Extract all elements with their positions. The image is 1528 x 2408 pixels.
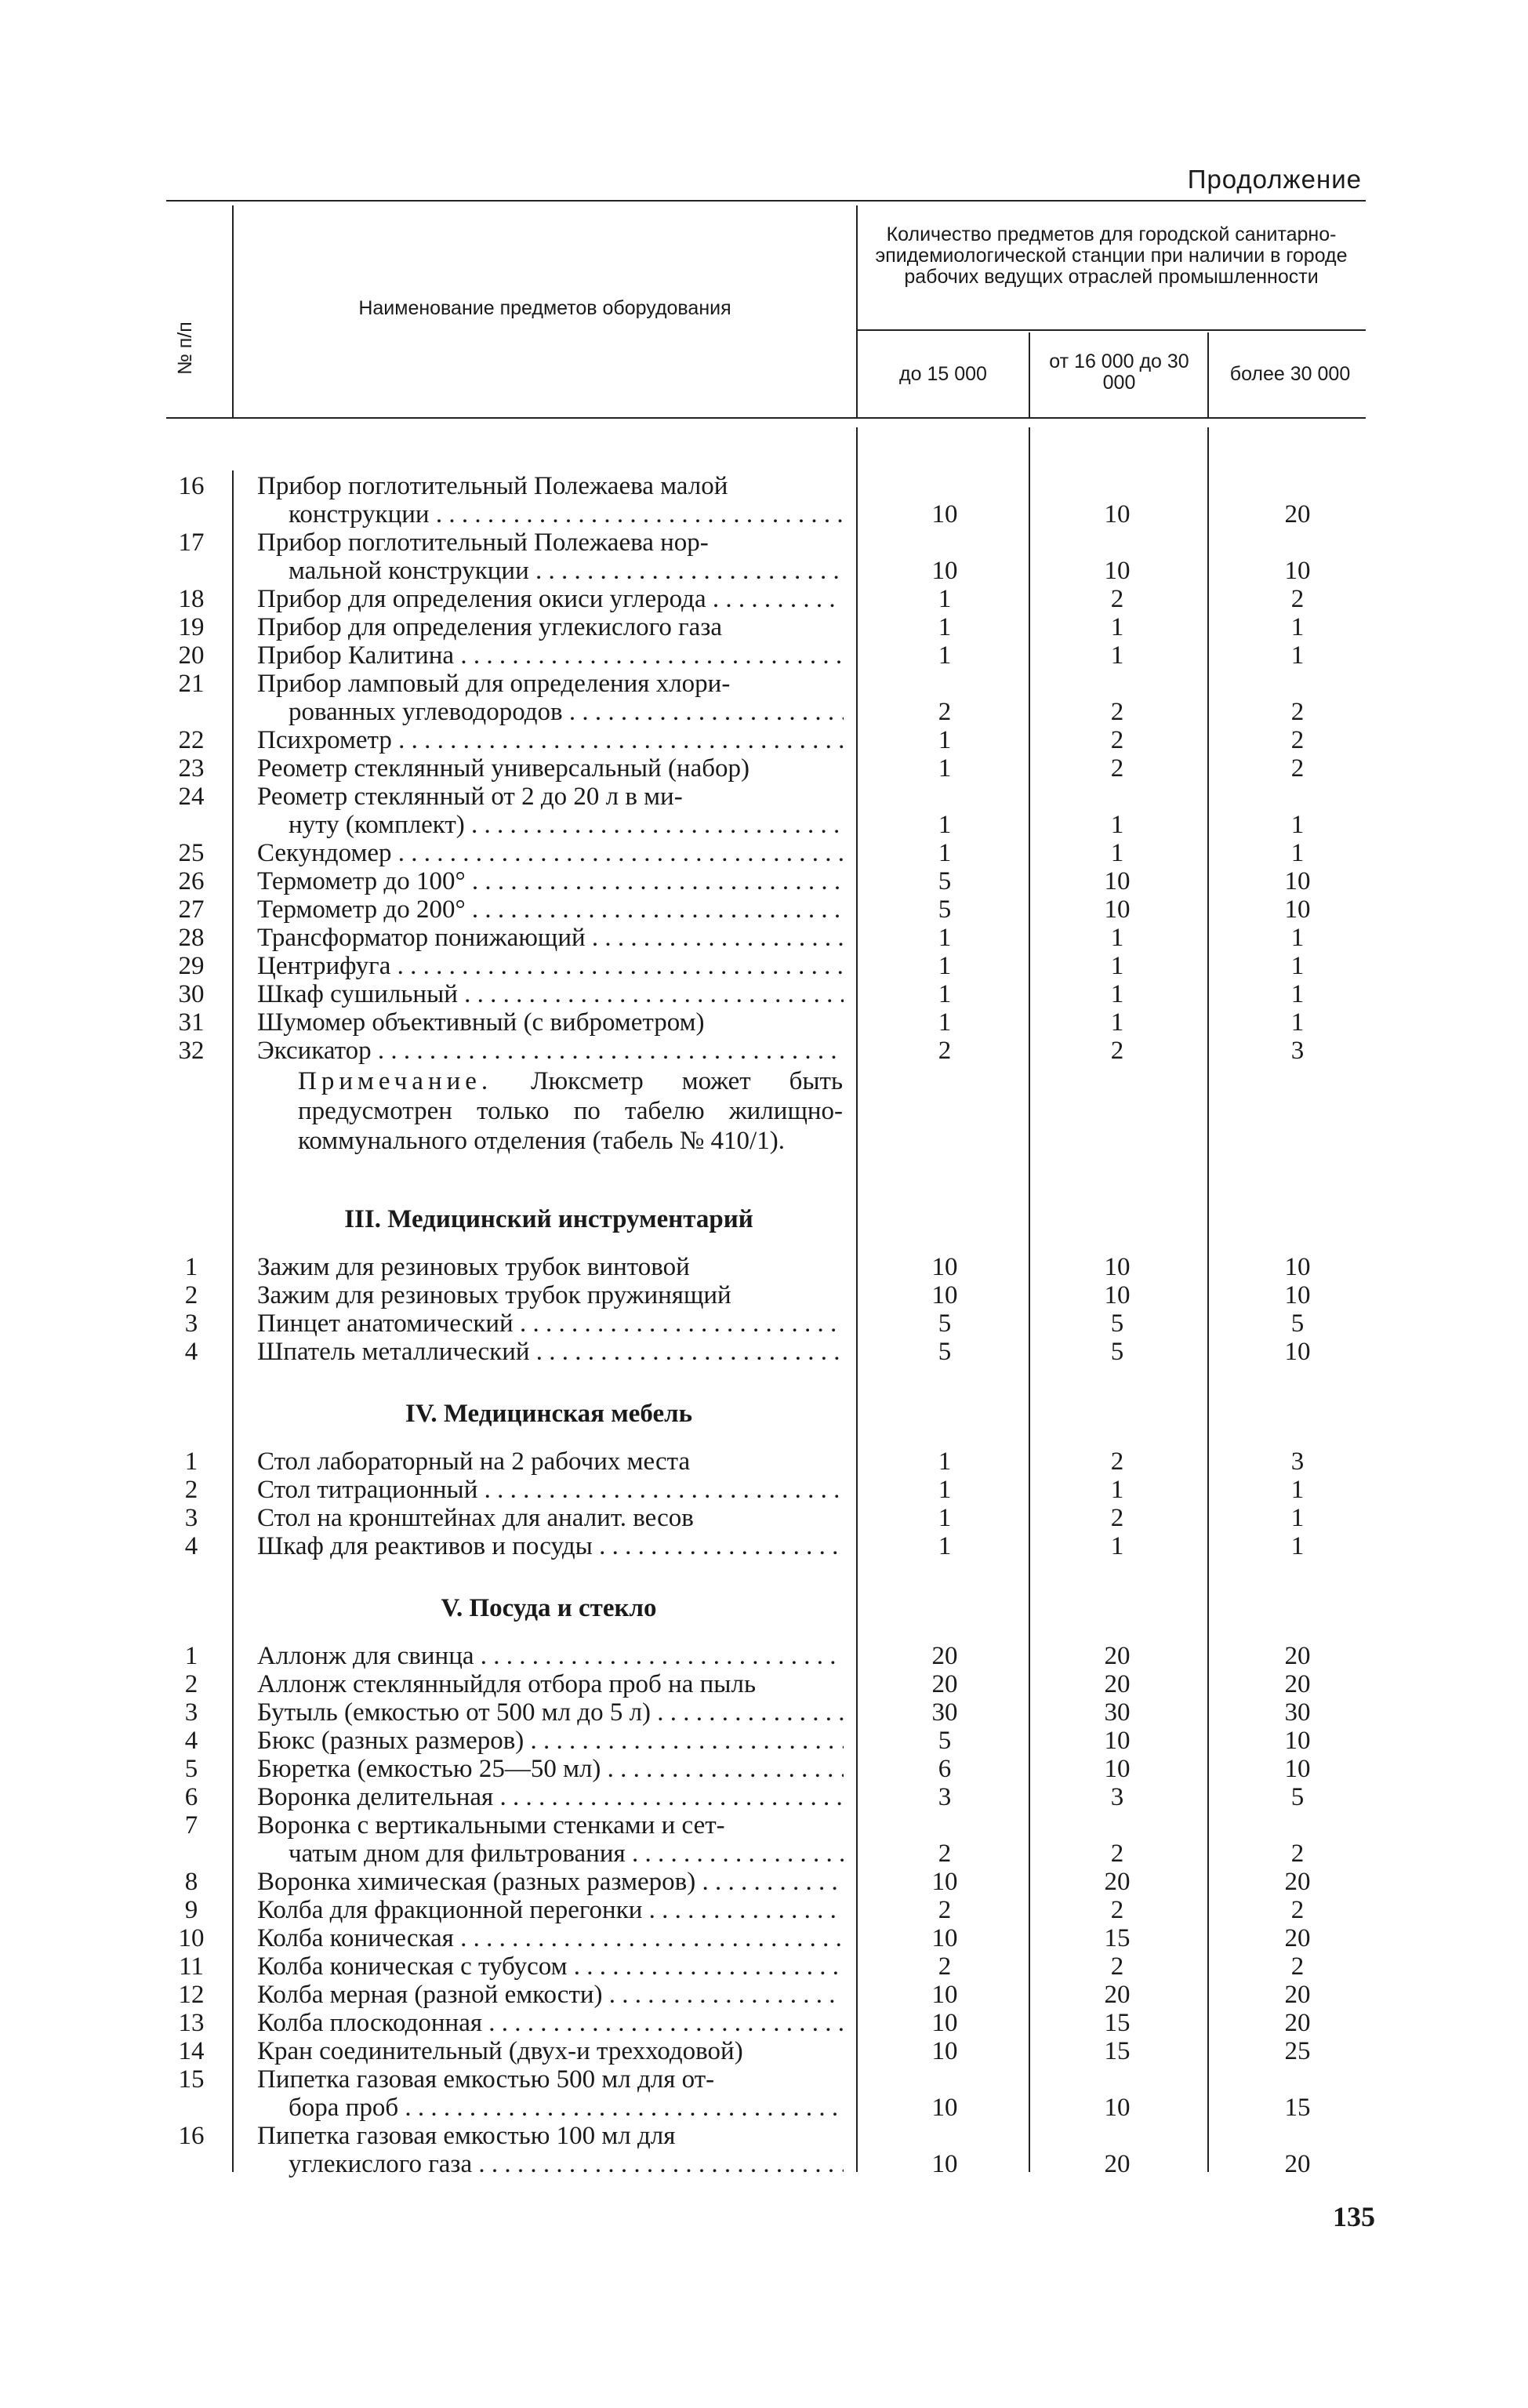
- item-name-cont: бора проб . . .: [289, 2094, 844, 2122]
- qty-upto-15000: 1: [938, 1008, 952, 1037]
- qty-upto-15000: 10: [931, 2094, 958, 2122]
- qty-16000-30000: 1: [1110, 811, 1124, 839]
- qty-upto-15000: 1: [938, 811, 952, 839]
- qty-over-30000: 2: [1290, 726, 1305, 754]
- qty-16000-30000: 2: [1110, 754, 1124, 783]
- qty-upto-15000: 5: [938, 895, 952, 924]
- item-name: Зажим для резиновых трубок винтовой: [257, 1253, 690, 1281]
- item-name: Бюретка (емкостью 25—50 мл) . . .: [257, 1755, 844, 1783]
- item-name: Колба коническая с тубусом . . .: [257, 1952, 844, 1981]
- section-title-glassware: V. Посуда и стекло: [441, 1594, 657, 1622]
- qty-upto-15000: 10: [931, 2037, 958, 2065]
- item-name: Воронка химическая (разных размеров) . . .: [257, 1868, 844, 1896]
- qty-upto-15000: 10: [931, 557, 958, 585]
- qty-over-30000: 20: [1284, 2009, 1311, 2037]
- qty-over-30000: 1: [1290, 1504, 1305, 1532]
- qty-upto-15000: 5: [938, 1338, 952, 1366]
- item-name: Прибор для определения углекислого газа: [257, 613, 723, 641]
- note-label: Примечание.: [298, 1067, 493, 1095]
- note-block: [298, 1066, 843, 1156]
- row-number: 4: [184, 1338, 198, 1366]
- item-name: Колба плоскодонная . . .: [257, 2009, 844, 2037]
- item-name-cont: углекислого газа . . .: [289, 2150, 844, 2178]
- qty-16000-30000: 1: [1110, 952, 1124, 980]
- qty-upto-15000: 20: [931, 1642, 958, 1670]
- qty-over-30000: 1: [1290, 811, 1305, 839]
- item-name: Прибор для определения окиси углерода . . .: [257, 585, 844, 613]
- item-name: Колба мерная (разной емкости) . . .: [257, 1981, 844, 2009]
- qty-upto-15000: 1: [938, 980, 952, 1008]
- item-name: Бюкс (разных размеров) . . .: [257, 1727, 844, 1755]
- qty-16000-30000: 2: [1110, 1037, 1124, 1065]
- qty-upto-15000: 30: [931, 1698, 958, 1727]
- item-name: Стол титрационный . . .: [257, 1476, 844, 1504]
- section-title-instruments: III. Медицинский инструментарий: [344, 1205, 753, 1233]
- qty-upto-15000: 1: [938, 726, 952, 754]
- item-name: Термометр до 100° . . .: [257, 867, 844, 895]
- qty-upto-15000: 1: [938, 754, 952, 783]
- qty-16000-30000: 2: [1110, 726, 1124, 754]
- qty-over-30000: 30: [1284, 1698, 1311, 1727]
- qty-upto-15000: 1: [938, 952, 952, 980]
- column-header-name: Наименование предметов оборудования: [358, 297, 731, 319]
- body-divider-c: [1207, 427, 1209, 2172]
- qty-over-30000: 20: [1284, 2150, 1311, 2178]
- column-header-16000-30000: от 16 000 до 30 000: [1049, 350, 1189, 394]
- row-number: 6: [184, 1783, 198, 1811]
- item-name: Воронка с вертикальными стенками и сет-: [257, 1811, 725, 1840]
- header-divider-c: [1207, 332, 1209, 417]
- qty-over-30000: 1: [1290, 839, 1305, 867]
- row-number: 26: [178, 867, 205, 895]
- qty-16000-30000: 20: [1104, 1981, 1131, 2009]
- qty-over-30000: 20: [1284, 1670, 1311, 1698]
- qty-over-30000: 5: [1290, 1783, 1305, 1811]
- item-name-cont: мальной конструкции . . .: [289, 557, 844, 585]
- qty-16000-30000: 10: [1104, 500, 1131, 528]
- row-number: 25: [178, 839, 205, 867]
- qty-upto-15000: 1: [938, 839, 952, 867]
- qty-over-30000: 10: [1284, 1338, 1311, 1366]
- qty-16000-30000: 2: [1110, 1952, 1124, 1981]
- qty-upto-15000: 5: [938, 867, 952, 895]
- qty-upto-15000: 1: [938, 585, 952, 613]
- qty-over-30000: 2: [1290, 1840, 1305, 1868]
- row-number: 1: [184, 1447, 198, 1476]
- note-text: Люксметр может быть предусмотрен только по табелю жилищно-коммунального отделения (табель № 410/1).: [298, 1067, 843, 1155]
- item-name-cont: нуту (комплект) . . .: [289, 811, 844, 839]
- row-number: 9: [184, 1896, 198, 1924]
- qty-16000-30000: 2: [1110, 1504, 1124, 1532]
- qty-16000-30000: 2: [1110, 1447, 1124, 1476]
- qty-16000-30000: 15: [1104, 2009, 1131, 2037]
- qty-over-30000: 1: [1290, 641, 1305, 670]
- item-name: Аллонж стеклянныйдля отбора проб на пыль: [257, 1670, 756, 1698]
- column-header-quantity: Количество предметов для городской санитарно-эпидемиологической станции при наличии в городе рабочих ведущих отраслей промышленности: [875, 223, 1348, 288]
- item-name: Термометр до 200° . . .: [257, 895, 844, 924]
- row-number: 5: [184, 1755, 198, 1783]
- body-divider-num: [232, 470, 234, 2172]
- qty-16000-30000: 20: [1104, 1670, 1131, 1698]
- item-name: Колба коническая . . .: [257, 1924, 844, 1952]
- qty-over-30000: 10: [1284, 1727, 1311, 1755]
- row-number: 16: [178, 472, 205, 500]
- item-name: Прибор поглотительный Полежаева нор-: [257, 528, 709, 557]
- qty-16000-30000: 1: [1110, 1532, 1124, 1560]
- row-number: 2: [184, 1281, 198, 1309]
- row-number: 16: [178, 2122, 205, 2150]
- qty-upto-15000: 1: [938, 1504, 952, 1532]
- qty-over-30000: 1: [1290, 613, 1305, 641]
- row-number: 1: [184, 1253, 198, 1281]
- qty-16000-30000: 20: [1104, 1642, 1131, 1670]
- header-sub-rule: [856, 329, 1366, 331]
- item-name: Прибор поглотительный Полежаева малой: [257, 472, 728, 500]
- row-number: 27: [178, 895, 205, 924]
- column-header-upto-15000: до 15 000: [899, 363, 987, 385]
- item-name: Пипетка газовая емкостью 100 мл для: [257, 2122, 676, 2150]
- qty-upto-15000: 5: [938, 1309, 952, 1338]
- column-header-over-30000: более 30 000: [1229, 363, 1351, 385]
- row-number: 15: [178, 2065, 205, 2094]
- qty-16000-30000: 2: [1110, 1896, 1124, 1924]
- qty-over-30000: 2: [1290, 585, 1305, 613]
- qty-upto-15000: 1: [938, 1476, 952, 1504]
- item-name-cont: рованных углеводородов . . .: [289, 698, 844, 726]
- qty-upto-15000: 10: [931, 1981, 958, 2009]
- qty-over-30000: 2: [1290, 754, 1305, 783]
- column-header-number: № п/п: [174, 321, 196, 375]
- row-number: 1: [184, 1642, 198, 1670]
- qty-upto-15000: 10: [931, 500, 958, 528]
- item-name: Шумомер объективный (с виброметром): [257, 1008, 705, 1037]
- item-name-cont: конструкции . . .: [289, 500, 844, 528]
- qty-16000-30000: 2: [1110, 698, 1124, 726]
- qty-16000-30000: 10: [1104, 557, 1131, 585]
- row-number: 22: [178, 726, 205, 754]
- table-top-rule: [166, 200, 1366, 202]
- row-number: 3: [184, 1504, 198, 1532]
- qty-upto-15000: 20: [931, 1670, 958, 1698]
- row-number: 11: [179, 1952, 204, 1981]
- qty-over-30000: 20: [1284, 1924, 1311, 1952]
- item-name: Шпатель металлический . . .: [257, 1338, 844, 1366]
- row-number: 4: [184, 1727, 198, 1755]
- qty-upto-15000: 1: [938, 924, 952, 952]
- item-name: Центрифуга . . .: [257, 952, 844, 980]
- header-divider-num: [232, 205, 234, 417]
- item-name: Кран соединительный (двух-и трехходовой): [257, 2037, 743, 2065]
- qty-upto-15000: 10: [931, 1281, 958, 1309]
- qty-16000-30000: 30: [1104, 1698, 1131, 1727]
- qty-over-30000: 1: [1290, 924, 1305, 952]
- page-number: 135: [1333, 2201, 1375, 2232]
- row-number: 23: [178, 754, 205, 783]
- qty-upto-15000: 10: [931, 2009, 958, 2037]
- qty-over-30000: 2: [1290, 698, 1305, 726]
- qty-upto-15000: 2: [938, 1952, 952, 1981]
- qty-16000-30000: 2: [1110, 1840, 1124, 1868]
- qty-over-30000: 20: [1284, 1642, 1311, 1670]
- row-number: 10: [178, 1924, 205, 1952]
- row-number: 21: [178, 670, 205, 698]
- qty-upto-15000: 2: [938, 698, 952, 726]
- qty-upto-15000: 10: [931, 1868, 958, 1896]
- row-number: 8: [184, 1868, 198, 1896]
- header-bottom-rule: [166, 417, 1366, 419]
- qty-16000-30000: 10: [1104, 1755, 1131, 1783]
- qty-over-30000: 1: [1290, 1476, 1305, 1504]
- row-number: 2: [184, 1670, 198, 1698]
- qty-over-30000: 20: [1284, 500, 1311, 528]
- row-number: 17: [178, 528, 205, 557]
- body-divider-b: [1029, 427, 1030, 2172]
- row-number: 14: [178, 2037, 205, 2065]
- qty-over-30000: 10: [1284, 1253, 1311, 1281]
- qty-upto-15000: 2: [938, 1037, 952, 1065]
- qty-upto-15000: 10: [931, 1924, 958, 1952]
- item-name: Воронка делительная . . .: [257, 1783, 844, 1811]
- row-number: 4: [184, 1532, 198, 1560]
- qty-over-30000: 10: [1284, 867, 1311, 895]
- row-number: 2: [184, 1476, 198, 1504]
- item-name: Стол на кронштейнах для аналит. весов: [257, 1504, 694, 1532]
- row-number: 30: [178, 980, 205, 1008]
- qty-16000-30000: 1: [1110, 1008, 1124, 1037]
- qty-16000-30000: 10: [1104, 1281, 1131, 1309]
- qty-upto-15000: 2: [938, 1896, 952, 1924]
- item-name: Бутыль (емкостью от 500 мл до 5 л) . . .: [257, 1698, 844, 1727]
- qty-over-30000: 20: [1284, 1868, 1311, 1896]
- row-number: 29: [178, 952, 205, 980]
- item-name: Пинцет анатомический . . .: [257, 1309, 844, 1338]
- qty-16000-30000: 1: [1110, 924, 1124, 952]
- qty-upto-15000: 1: [938, 1447, 952, 1476]
- item-name: Шкаф для реактивов и посуды . . .: [257, 1532, 844, 1560]
- header-divider-name: [856, 205, 858, 417]
- section-title-furniture: IV. Медицинская мебель: [405, 1400, 693, 1428]
- item-name: Трансформатор понижающий . . .: [257, 924, 844, 952]
- qty-16000-30000: 1: [1110, 1476, 1124, 1504]
- qty-16000-30000: 1: [1110, 641, 1124, 670]
- item-name: Колба для фракционной перегонки . . .: [257, 1896, 844, 1924]
- row-number: 32: [178, 1037, 205, 1065]
- qty-over-30000: 10: [1284, 557, 1311, 585]
- row-number: 18: [178, 585, 205, 613]
- qty-over-30000: 25: [1284, 2037, 1311, 2065]
- qty-16000-30000: 15: [1104, 2037, 1131, 2065]
- qty-16000-30000: 2: [1110, 585, 1124, 613]
- qty-16000-30000: 10: [1104, 895, 1131, 924]
- row-number: 31: [178, 1008, 205, 1037]
- row-number: 24: [178, 783, 205, 811]
- qty-over-30000: 5: [1290, 1309, 1305, 1338]
- qty-upto-15000: 5: [938, 1727, 952, 1755]
- qty-16000-30000: 15: [1104, 1924, 1131, 1952]
- qty-over-30000: 1: [1290, 952, 1305, 980]
- item-name: Стол лабораторный на 2 рабочих места: [257, 1447, 691, 1476]
- qty-upto-15000: 3: [938, 1783, 952, 1811]
- qty-over-30000: 10: [1284, 1281, 1311, 1309]
- row-number: 13: [178, 2009, 205, 2037]
- row-number: 3: [184, 1309, 198, 1338]
- qty-upto-15000: 10: [931, 1253, 958, 1281]
- qty-over-30000: 1: [1290, 1532, 1305, 1560]
- item-name: Реометр стеклянный от 2 до 20 л в ми-: [257, 783, 683, 811]
- qty-over-30000: 20: [1284, 1981, 1311, 2009]
- qty-16000-30000: 10: [1104, 2094, 1131, 2122]
- header-divider-b: [1029, 332, 1030, 417]
- item-name: Реометр стеклянный универсальный (набор): [257, 754, 750, 783]
- qty-upto-15000: 1: [938, 641, 952, 670]
- item-name: Зажим для резиновых трубок пружинящий: [257, 1281, 731, 1309]
- qty-16000-30000: 5: [1110, 1338, 1124, 1366]
- qty-16000-30000: 10: [1104, 1253, 1131, 1281]
- qty-upto-15000: 2: [938, 1840, 952, 1868]
- qty-over-30000: 3: [1290, 1447, 1305, 1476]
- item-name: Прибор Калитина . . .: [257, 641, 844, 670]
- qty-over-30000: 10: [1284, 1755, 1311, 1783]
- item-name: Психрометр . . .: [257, 726, 844, 754]
- qty-upto-15000: 1: [938, 613, 952, 641]
- continuation-label: Продолжение: [1187, 165, 1362, 194]
- qty-16000-30000: 10: [1104, 1727, 1131, 1755]
- qty-16000-30000: 10: [1104, 867, 1131, 895]
- row-number: 12: [178, 1981, 205, 2009]
- row-number: 19: [178, 613, 205, 641]
- qty-16000-30000: 20: [1104, 2150, 1131, 2178]
- body-divider-name: [856, 427, 858, 2172]
- item-name: Аллонж для свинца . . .: [257, 1642, 844, 1670]
- qty-over-30000: 3: [1290, 1037, 1305, 1065]
- qty-over-30000: 1: [1290, 1008, 1305, 1037]
- item-name: Прибор ламповый для определения хлори-: [257, 670, 731, 698]
- qty-upto-15000: 10: [931, 2150, 958, 2178]
- item-name-cont: чатым дном для фильтрования . . .: [289, 1840, 844, 1868]
- qty-upto-15000: 1: [938, 1532, 952, 1560]
- qty-over-30000: 10: [1284, 895, 1311, 924]
- qty-16000-30000: 1: [1110, 613, 1124, 641]
- row-number: 28: [178, 924, 205, 952]
- qty-over-30000: 2: [1290, 1896, 1305, 1924]
- item-name: Секундомер . . .: [257, 839, 844, 867]
- row-number: 3: [184, 1698, 198, 1727]
- item-name: Пипетка газовая емкостью 500 мл для от-: [257, 2065, 715, 2094]
- qty-16000-30000: 3: [1110, 1783, 1124, 1811]
- qty-upto-15000: 6: [938, 1755, 952, 1783]
- qty-over-30000: 15: [1284, 2094, 1311, 2122]
- qty-over-30000: 1: [1290, 980, 1305, 1008]
- row-number: 7: [184, 1811, 198, 1840]
- row-number: 20: [178, 641, 205, 670]
- qty-16000-30000: 5: [1110, 1309, 1124, 1338]
- item-name: Эксикатор . . .: [257, 1037, 844, 1065]
- item-name: Шкаф сушильный . . .: [257, 980, 844, 1008]
- qty-16000-30000: 20: [1104, 1868, 1131, 1896]
- qty-16000-30000: 1: [1110, 839, 1124, 867]
- qty-16000-30000: 1: [1110, 980, 1124, 1008]
- qty-over-30000: 2: [1290, 1952, 1305, 1981]
